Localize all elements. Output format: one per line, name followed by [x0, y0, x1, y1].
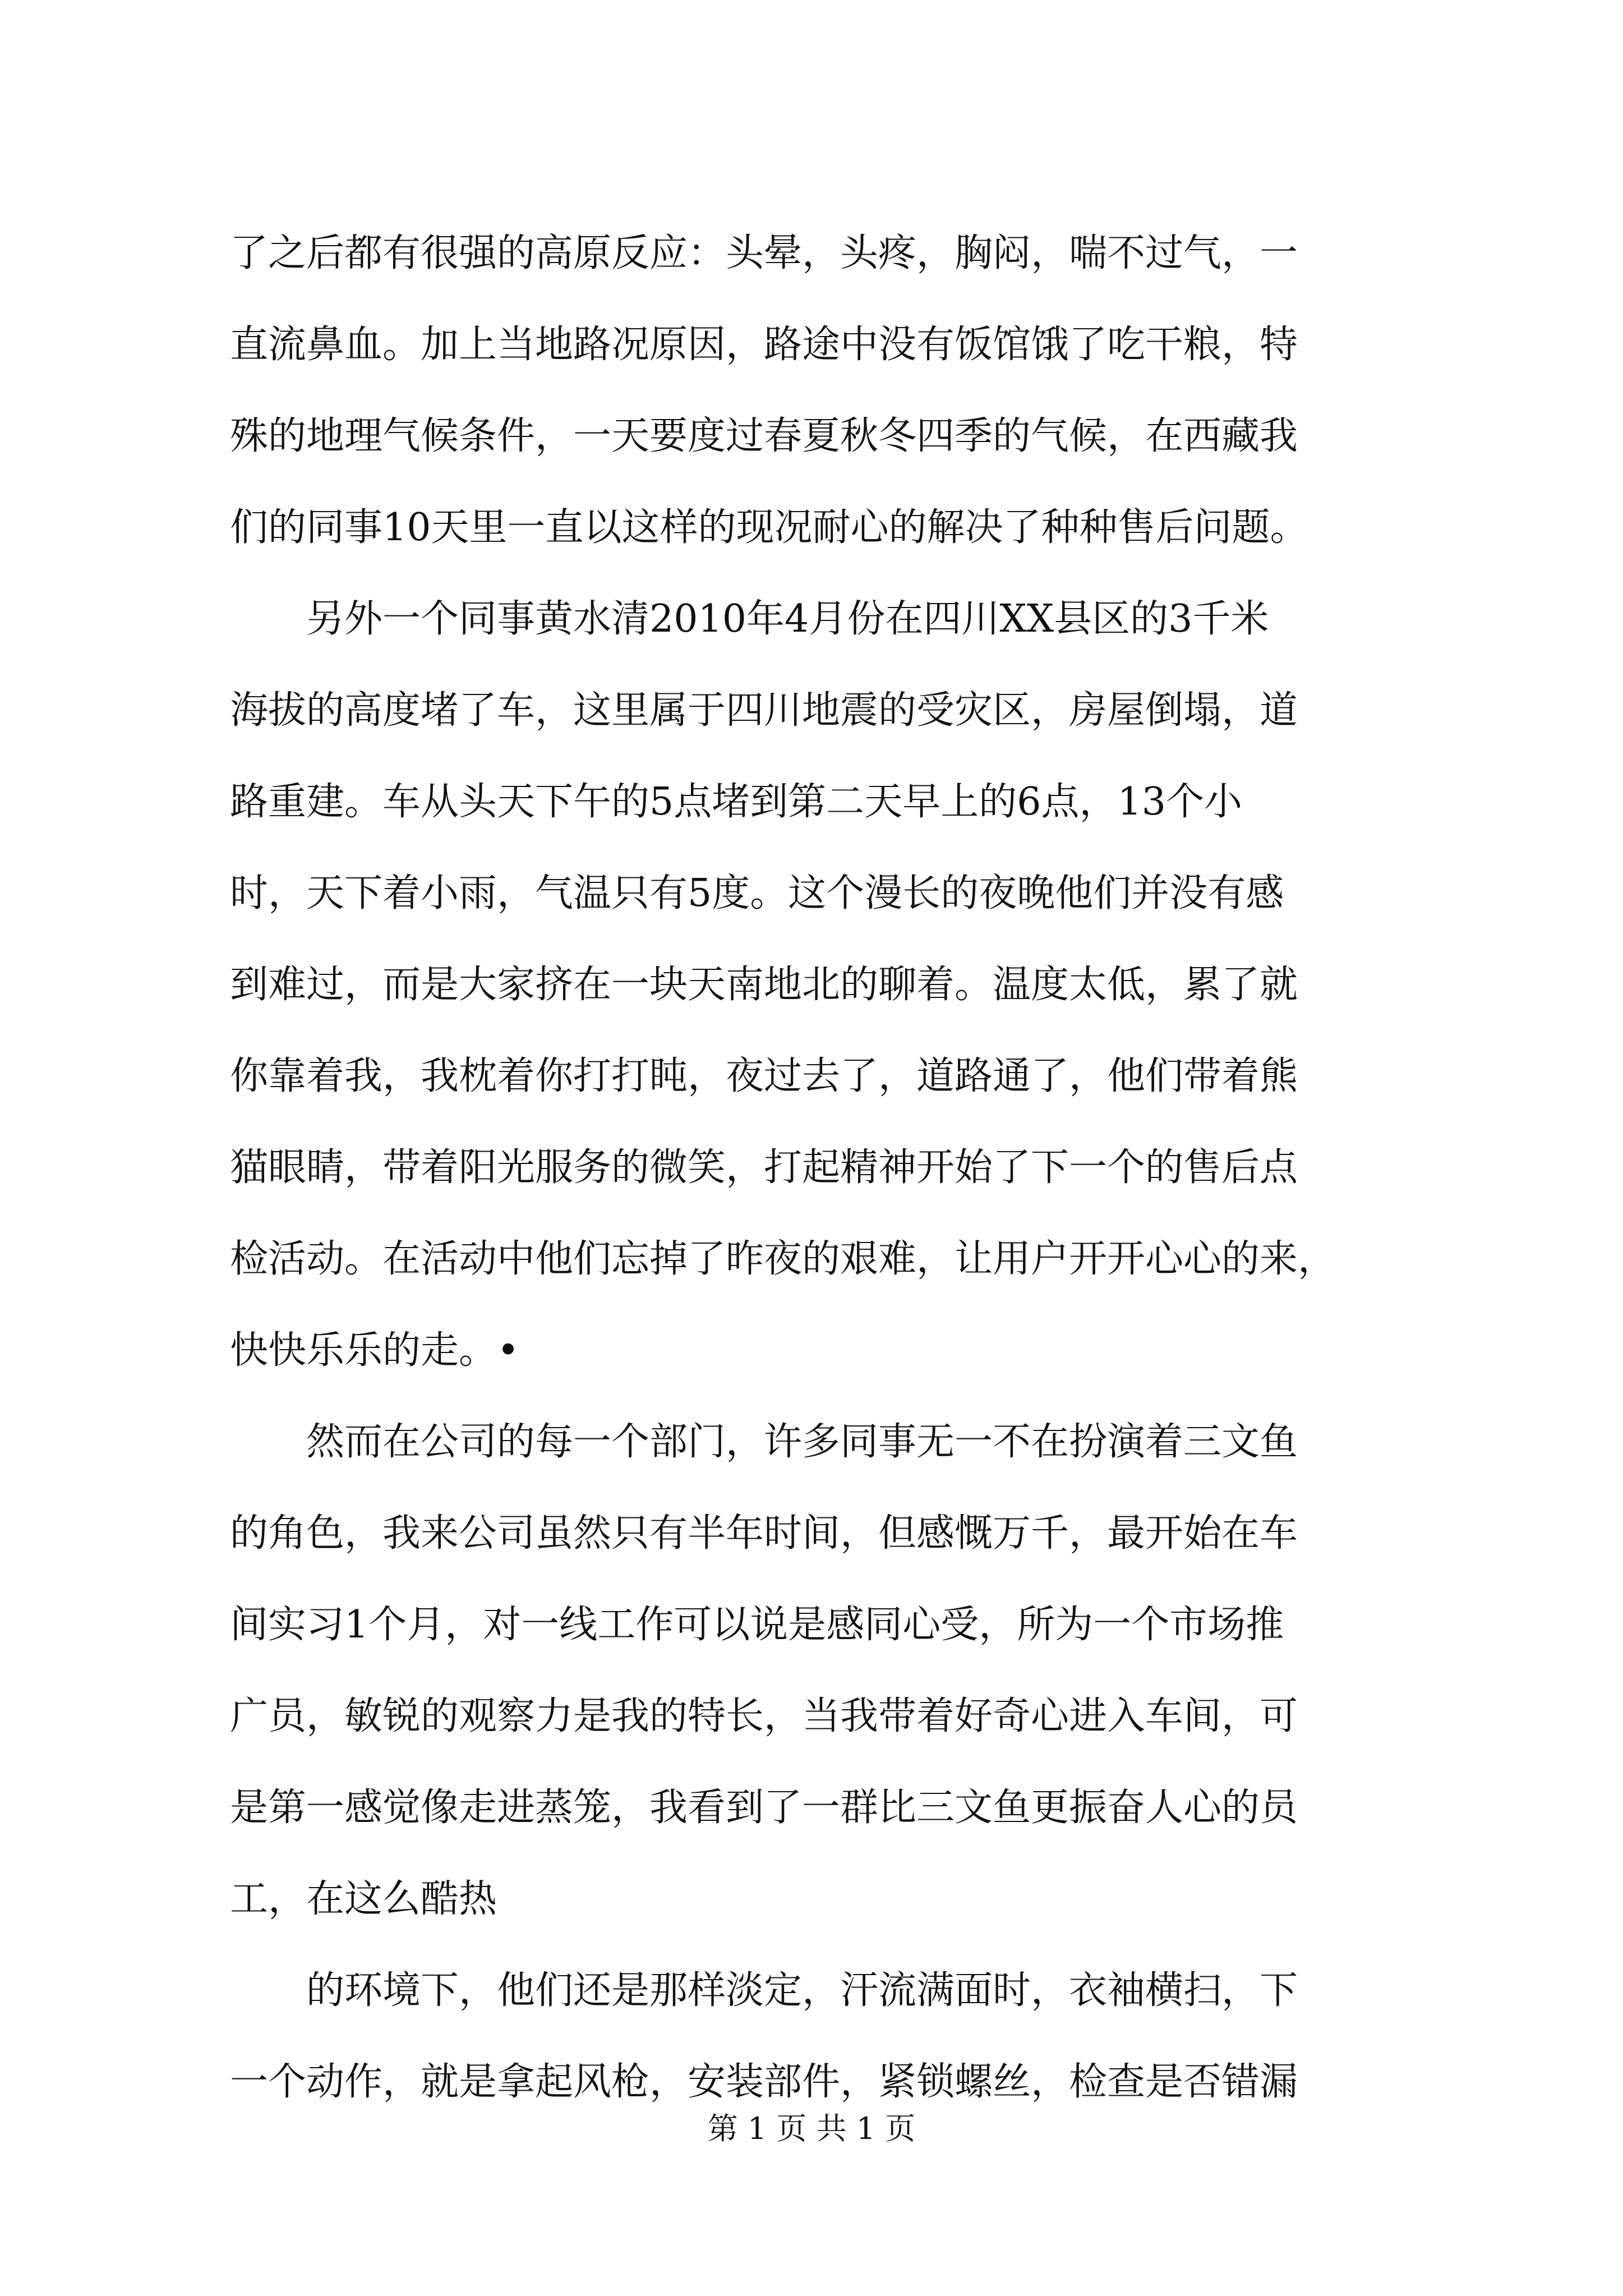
text-line-4: 们的同事10天里一直以这样的现况耐心的解决了种种售后问题。: [230, 505, 1308, 550]
text-line-3: 殊的地理气候条件，一天要度过春夏秋冬四季的气候，在西藏我: [230, 414, 1298, 458]
text-line-10: 你靠着我，我枕着你打打盹，夜过去了，道路通了，他们带着熊: [230, 1054, 1298, 1098]
text-line-11: 猫眼睛，带着阳光服务的微笑，打起精神开始了下一个的售后点: [230, 1145, 1298, 1190]
text-line-21: 一个动作，就是拿起风枪，安装部件，紧锁螺丝，检查是否错漏: [230, 2060, 1298, 2104]
text-line-9: 到难过，而是大家挤在一块天南地北的聊着。温度太低，累了就: [230, 963, 1298, 1007]
text-line-13: 快快乐乐的走。•: [230, 1328, 520, 1373]
text-line-1: 了之后都有很强的高原反应：头晕，头疼，胸闷，喘不过气，一: [230, 231, 1298, 275]
text-line-12: 检活动。在活动中他们忘掉了昨夜的艰难，让用户开开心心的来，: [230, 1237, 1336, 1281]
text-line-2: 直流鼻血。加上当地路况原因，路途中没有饭馆饿了吃干粮，特: [230, 323, 1298, 367]
body-text: [230, 208, 1413, 2128]
text-line-18: 是第一感觉像走进蒸笼，我看到了一群比三文鱼更振奋人心的员: [230, 1786, 1298, 1830]
page-number-footer: 第 1 页 共 1 页: [707, 2111, 916, 2146]
text-line-5: 另外一个同事黄水清2010年4月份在四川XX县区的3千米: [306, 597, 1269, 641]
text-line-17: 广员，敏锐的观察力是我的特长，当我带着好奇心进入车间，可: [230, 1694, 1298, 1738]
text-line-7: 路重建。车从头天下午的5点堵到第二天早上的6点，13个小: [230, 780, 1243, 824]
text-line-20: 的环境下，他们还是那样淡定，汗流满面时，衣袖横扫，下: [306, 1968, 1298, 2013]
text-line-14: 然而在公司的每一个部门，许多同事无一不在扮演着三文鱼: [306, 1420, 1298, 1464]
text-line-8: 时，天下着小雨，气温只有5度。这个漫长的夜晚他们并没有感: [230, 871, 1284, 915]
text-line-19: 工，在这么酷热: [230, 1877, 497, 1921]
text-line-15: 的角色，我来公司虽然只有半年时间，但感慨万千，最开始在车: [230, 1511, 1298, 1556]
text-line-6: 海拔的高度堵了车，这里属于四川地震的受灾区，房屋倒塌，道: [230, 688, 1298, 733]
text-line-16: 间实习1个月，对一线工作可以说是感同心受，所为一个市场推: [230, 1603, 1284, 1647]
